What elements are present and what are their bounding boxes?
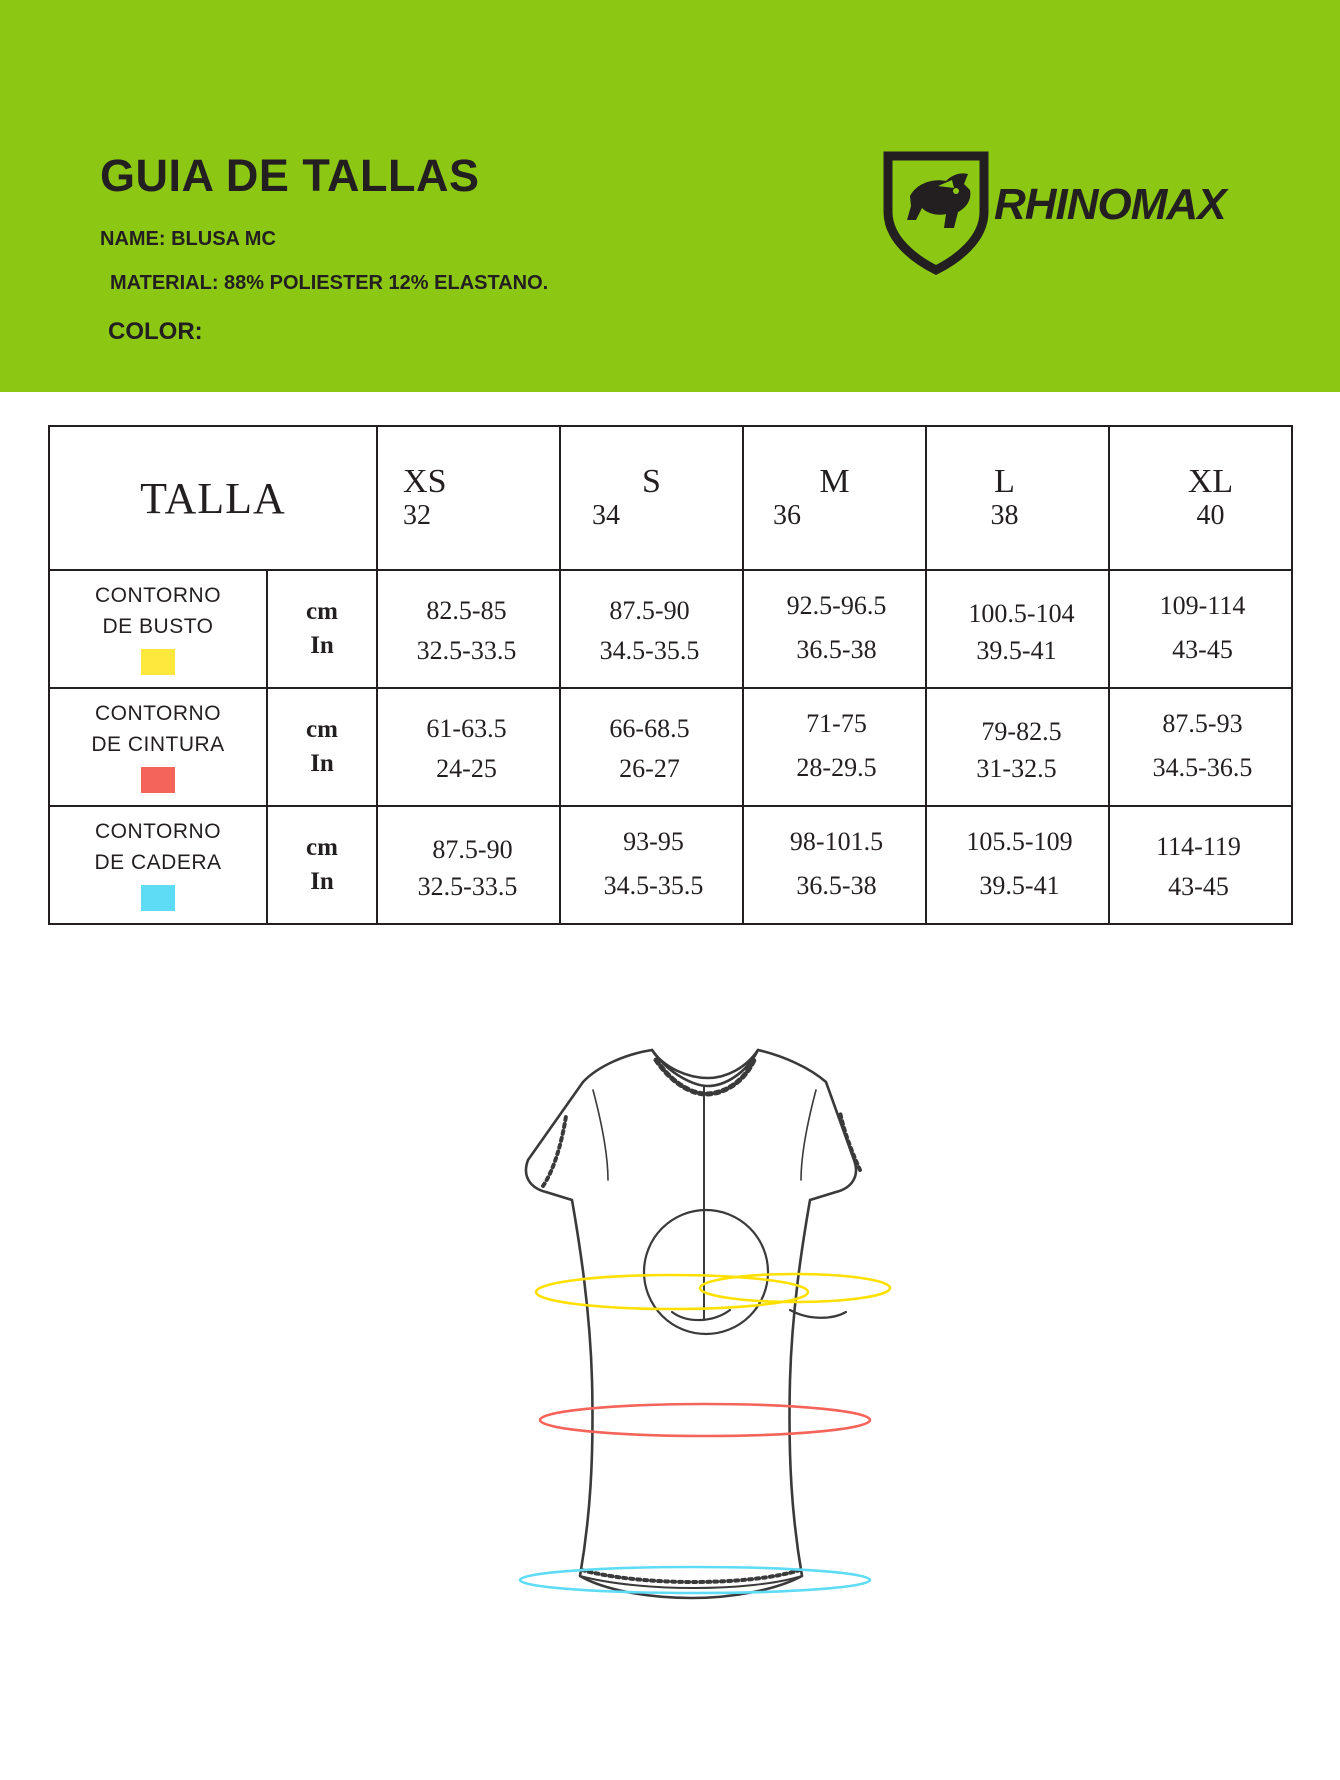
value-cm: 109-114 [1159,591,1246,621]
size-number: 40 [1196,499,1225,531]
size-letter: L [994,463,1015,501]
value-cm: 93-95 [623,827,684,857]
size-letter: XS [403,463,447,501]
value-cm: 87.5-93 [1162,709,1243,739]
size-letter: XL [1187,463,1234,501]
value-in: 36.5-38 [796,871,877,900]
color-swatch-cadera [141,885,175,911]
size-number: 34 [592,499,621,531]
cell-cadera-xs [377,806,560,924]
cell-cintura-s [560,688,743,806]
size-number: 32 [403,499,432,531]
value-cm: 114-119 [1156,832,1241,862]
value-in: 32.5-33.5 [417,872,518,901]
cell-busto-m [743,570,926,688]
value-in: 24-25 [436,754,497,783]
value-in: 36.5-38 [796,635,877,664]
product-color: COLOR: [108,318,203,345]
cell-cintura-xs [377,688,560,806]
bust-measure-line [536,1275,808,1309]
unit-cm: cm [306,716,338,744]
value-cm: 87.5-90 [609,596,690,626]
cell-cintura-l [926,688,1109,806]
header-size-s [560,426,743,570]
unit-in: In [310,632,334,659]
unit-in: In [310,750,334,777]
unit-cell-busto [267,570,377,688]
value-in: 39.5-41 [979,871,1060,900]
row-label-line1: CONTORNO [94,584,222,608]
table-row-cintura [49,688,1292,806]
row-label-line2: DE CINTURA [91,732,225,756]
value-cm: 92.5-96.5 [786,591,887,621]
value-in: 39.5-41 [976,636,1057,665]
header-size-xs [377,426,560,570]
value-in: 34.5-35.5 [603,871,704,900]
cell-busto-xl [1109,570,1292,688]
header-size-xl [1109,426,1292,570]
value-in: 43-45 [1168,872,1229,901]
row-label-line2: DE BUSTO [102,614,214,638]
header-size-m [743,426,926,570]
cell-cadera-m [743,806,926,924]
unit-cm: cm [306,834,338,862]
unit-cm: cm [306,598,338,626]
size-letter: M [819,463,850,501]
cell-busto-l [926,570,1109,688]
waist-measure-line [540,1404,870,1436]
cell-cintura-m [743,688,926,806]
cell-cadera-l [926,806,1109,924]
garment-illustration [340,1020,1000,1760]
value-cm: 100.5-104 [968,599,1075,629]
header-talla: TALLA [49,426,377,570]
row-label-line1: CONTORNO [94,702,222,726]
table-row-cadera [49,806,1292,924]
value-in: 32.5-33.5 [416,636,517,665]
value-cm: 87.5-90 [432,835,513,865]
value-in: 31-32.5 [976,754,1057,783]
size-number: 38 [990,499,1019,531]
cell-cintura-xl [1109,688,1292,806]
value-cm: 66-68.5 [609,714,690,744]
color-swatch-busto [141,649,175,675]
product-material: MATERIAL: 88% POLIESTER 12% ELASTANO. [110,272,549,294]
value-in: 34.5-36.5 [1152,753,1253,782]
value-in: 43-45 [1172,635,1233,664]
cell-cadera-s [560,806,743,924]
row-label-cintura [49,688,267,806]
cell-busto-s [560,570,743,688]
value-cm: 82.5-85 [426,596,507,626]
row-label-line1: CONTORNO [94,820,222,844]
cell-cadera-xl [1109,806,1292,924]
row-label-cadera [49,806,267,924]
size-letter: S [642,463,661,501]
value-cm: 79-82.5 [981,717,1062,747]
page-title: GUIA DE TALLAS [100,150,480,201]
product-name: NAME: BLUSA MC [100,228,276,250]
brand-logo [880,150,1280,280]
brand-name: RHINOMAX [994,180,1226,229]
color-swatch-cintura [141,767,175,793]
row-label-busto [49,570,267,688]
unit-cell-cintura [267,688,377,806]
value-cm: 61-63.5 [426,714,507,744]
size-number: 36 [773,499,802,531]
header-banner [0,0,1340,392]
table-row-busto [49,570,1292,688]
cell-busto-xs [377,570,560,688]
value-cm: 71-75 [806,709,867,739]
value-cm: 105.5-109 [966,827,1073,857]
row-label-line2: DE CADERA [94,850,222,874]
table-header-row [49,426,1292,570]
value-in: 28-29.5 [796,753,877,782]
value-in: 26-27 [619,754,680,783]
value-in: 34.5-35.5 [599,636,700,665]
size-chart-table [48,425,1292,925]
value-cm: 98-101.5 [789,827,884,857]
unit-cell-cadera [267,806,377,924]
unit-in: In [310,868,334,895]
header-size-l [926,426,1109,570]
